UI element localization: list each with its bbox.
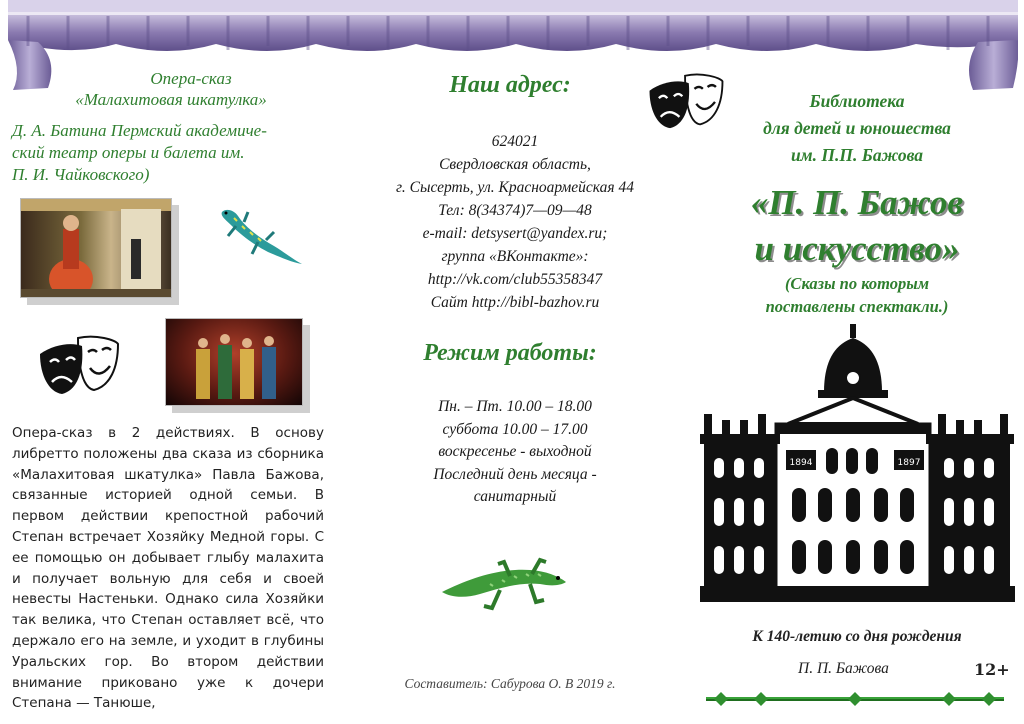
address-line: группа «ВКонтакте»: [441, 248, 589, 265]
phone-line: Тел: 8(34374)7—09—48 [438, 202, 592, 219]
building-year-left: 1894 [789, 458, 813, 468]
library-name-line: Библиотека [809, 91, 905, 111]
brochure-title [690, 180, 1024, 272]
library-name [690, 88, 1024, 169]
hours-line: воскресенье - выходной [438, 443, 592, 460]
opera-title [12, 68, 330, 110]
library-name-line: им. П.П. Бажова [790, 145, 924, 165]
address-block [360, 130, 670, 314]
opera-credit-line: Д. А. Батина Пермский академиче- [12, 121, 267, 140]
theatre-building-icon [700, 322, 1015, 604]
opera-credit-line: П. И. Чайковского) [12, 165, 150, 184]
hours-block [360, 396, 670, 509]
opera-title-line: «Малахитовая шкатулка» [75, 90, 267, 109]
lizard-icon [440, 552, 570, 626]
hours-line: Пн. – Пт. 10.00 – 18.00 [438, 398, 592, 415]
theatre-masks-icon [38, 334, 120, 396]
brochure-title-line: и искусство» [754, 229, 960, 268]
brochure-subtitle [690, 272, 1024, 318]
address-line: 624021 [491, 133, 539, 150]
compiler-credit: Составитель: Сабурова О. В 2019 г. [404, 676, 616, 691]
brochure-subtitle-line: поставлены спектакли.) [765, 297, 949, 316]
hours-line: санитарный [473, 488, 557, 505]
building-year-right: 1897 [897, 458, 921, 468]
right-panel [690, 0, 1024, 724]
website-link[interactable]: Сайт http://bibl-bazhov.ru [430, 294, 600, 311]
divider-ornament [706, 692, 1004, 706]
vk-link[interactable]: http://vk.com/club55358347 [427, 271, 603, 288]
opera-credit-line: ский театр оперы и балета им. [12, 143, 245, 162]
opera-photo-2 [165, 318, 303, 406]
hours-line: суббота 10.00 – 17.00 [442, 420, 588, 438]
hours-heading: Режим работы: [423, 340, 597, 366]
opera-title-line: Опера-сказ [150, 69, 232, 88]
age-rating-badge: 12+ [974, 660, 1010, 679]
opera-description: Опера-сказ в 2 действиях. В основу либретто положены два сказа из сборника «Малахитовая шкатулка» Павла Бажова, связанные историей одной семьи. В первом действии крепостной рабочий Степан встречает Хозяйку Медной горы. С ее помощью он добывает глыбу малахита и получает вольную для себя и своей невесты Настеньки. Однако сила Хозяйки так велика, что Степан оставляет всё, что держало его на земле, и уходит в глубины Уральских гор. Во втором действии внимание приковано уже к дочери Степана — Танюше, [12, 425, 324, 712]
bazhov-name: П. П. Бажова [798, 660, 889, 677]
hours-line: Последний день месяца - [433, 465, 597, 483]
address-line: г. Сысерть, ул. Красноармейская 44 [396, 179, 634, 196]
email-link[interactable]: e-mail: detsysert@yandex.ru; [422, 225, 608, 242]
anniversary-text: К 140-летию со дня рождения [752, 628, 962, 645]
lizard-icon [216, 204, 304, 266]
opera-photo-1 [20, 198, 172, 298]
opera-credit [12, 120, 330, 186]
address-line: Свердловская область, [439, 156, 591, 173]
brochure-title-line: «П. П. Бажов [750, 183, 964, 222]
brochure-subtitle-line: (Сказы по которым [784, 274, 930, 293]
address-heading: Наш адрес: [449, 72, 571, 98]
library-name-line: для детей и юношества [763, 118, 951, 138]
